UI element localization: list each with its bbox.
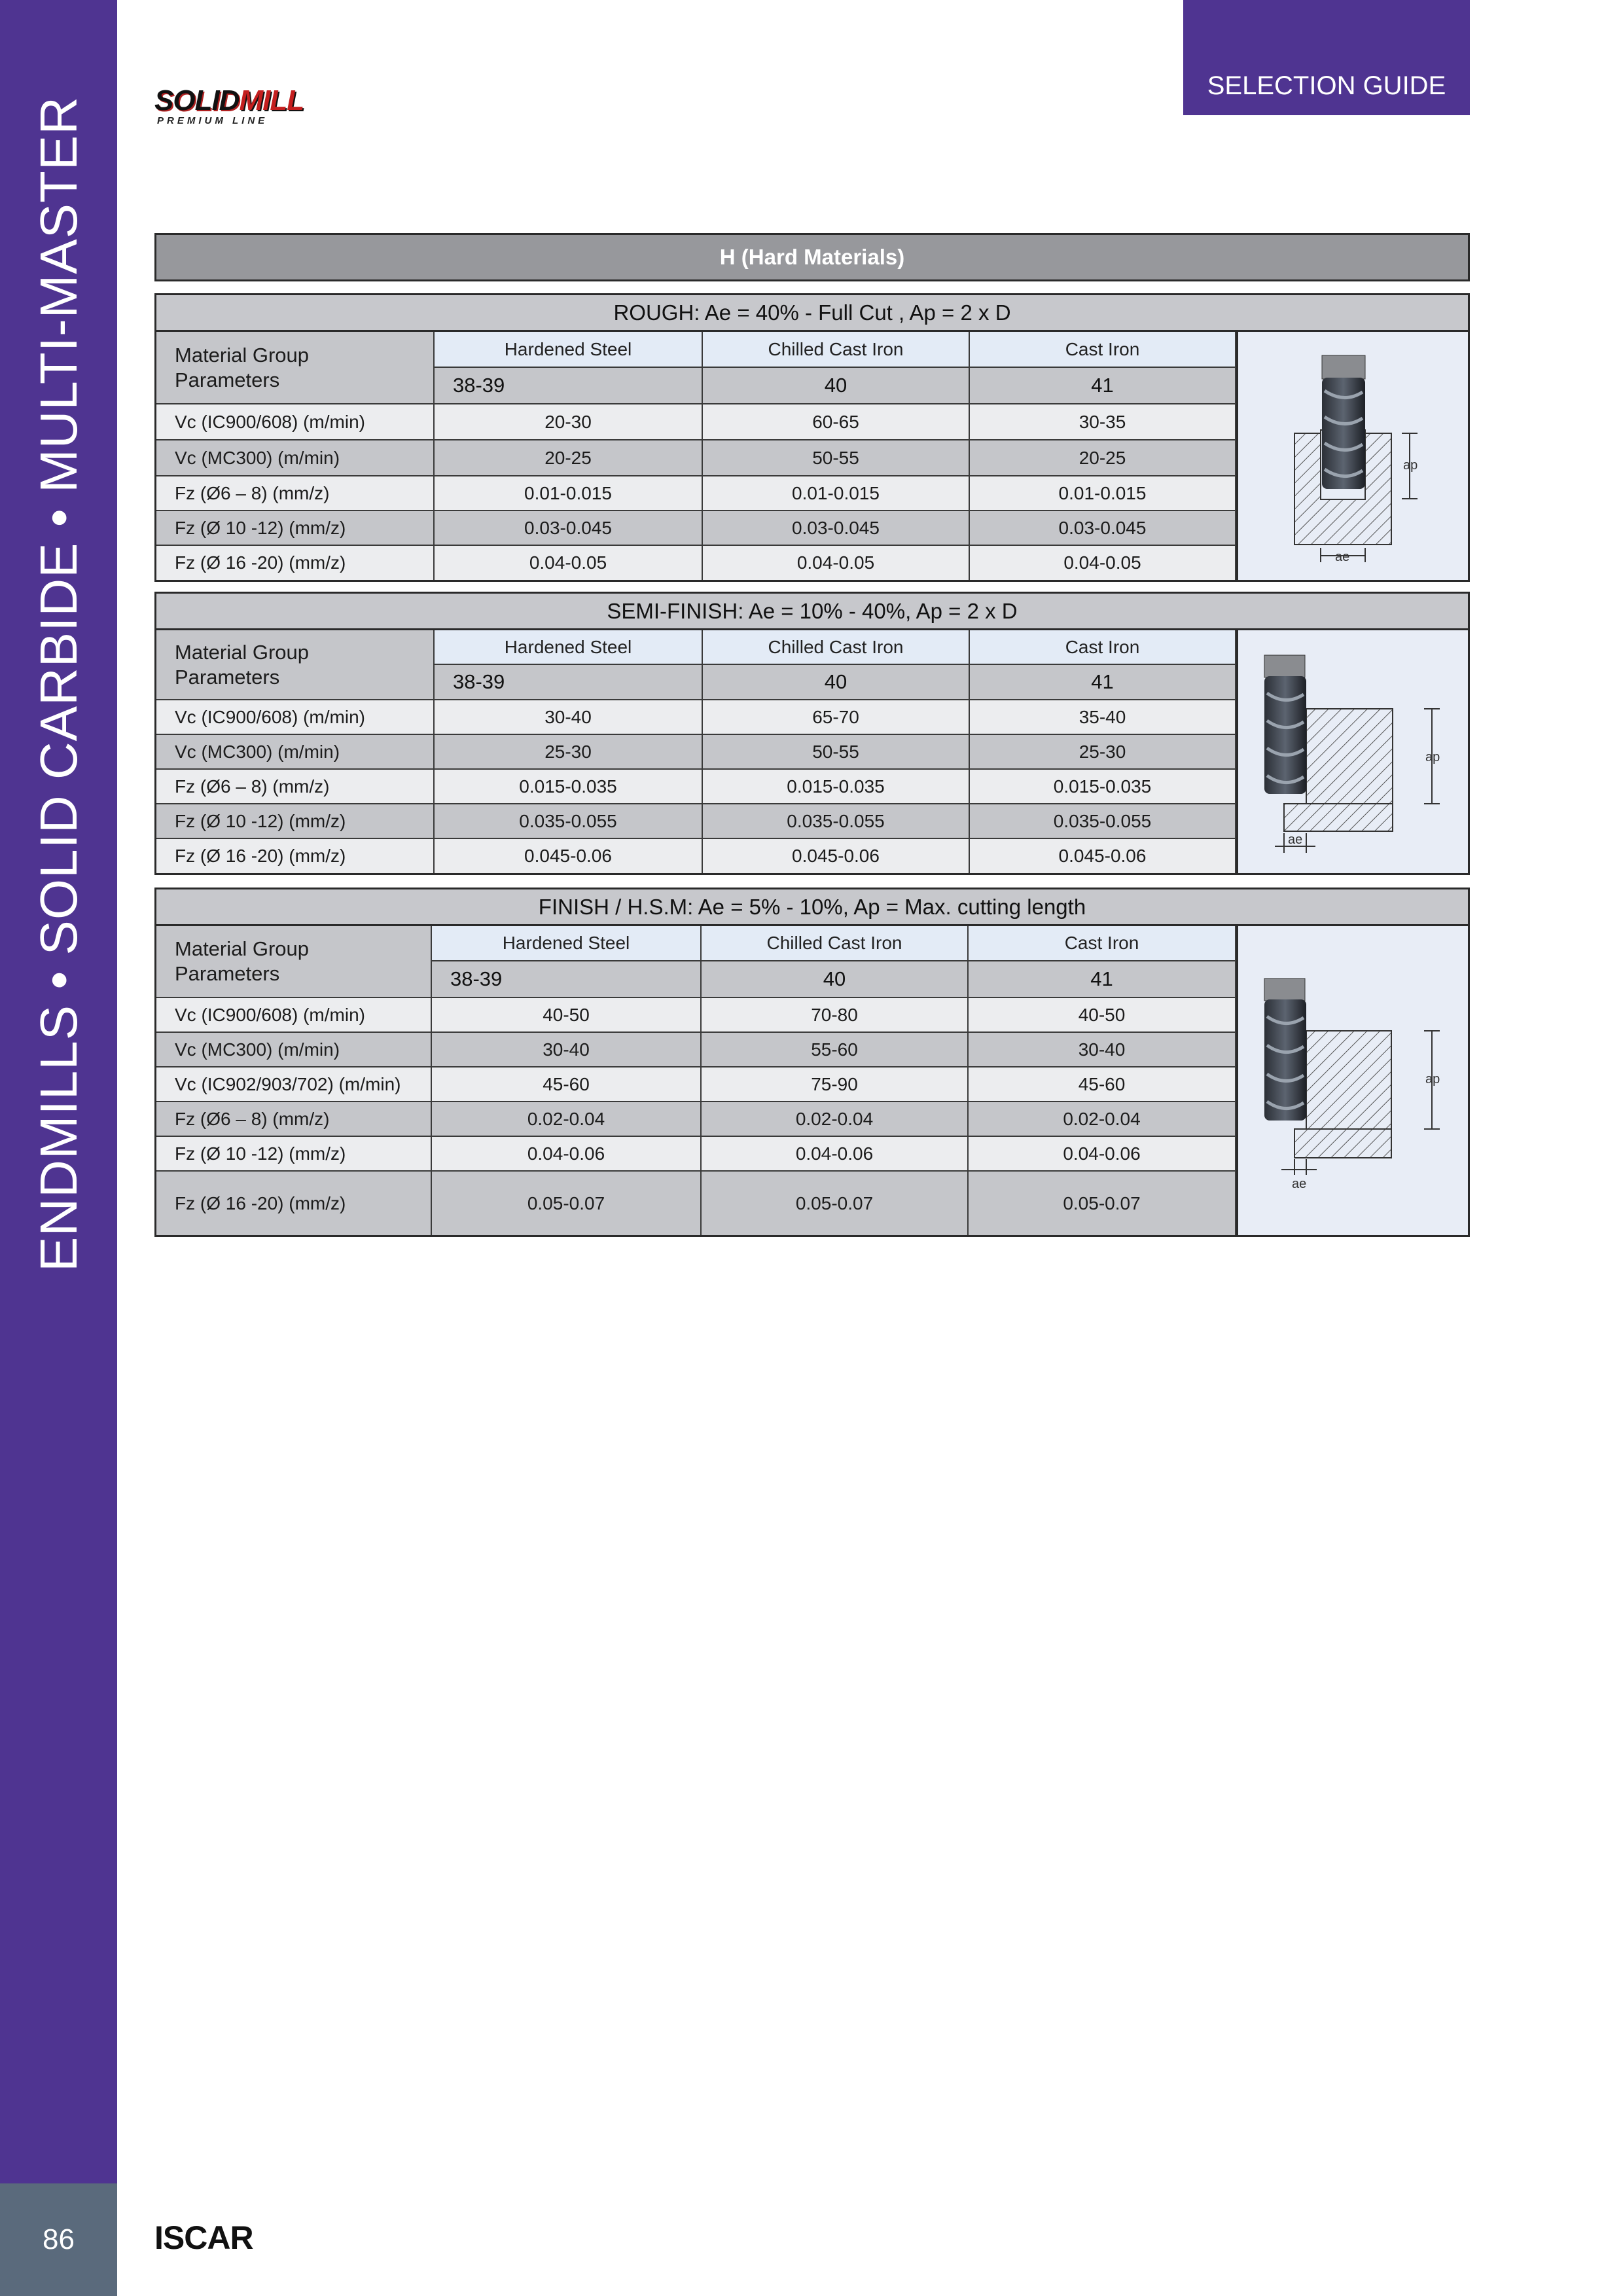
cutting-data-table (156, 926, 1236, 1235)
logo-mill: MILL (239, 84, 304, 117)
table-cell: 0.03-0.045 (969, 511, 1236, 545)
table-cell: 0.04-0.06 (431, 1136, 701, 1171)
param-label: Fz (Ø 16 -20) (mm/z) (156, 838, 434, 873)
material-name: Hardened Steel (434, 630, 702, 664)
table-cell: 55-60 (701, 1032, 968, 1067)
table-cell: 20-25 (434, 440, 702, 476)
param-label: Fz (Ø 16 -20) (mm/z) (156, 1171, 431, 1235)
material-name: Chilled Cast Iron (702, 630, 969, 664)
ae-label: ae (1292, 1177, 1307, 1191)
param-label: Fz (Ø 10 -12) (mm/z) (156, 1136, 431, 1171)
table-cell: 20-25 (969, 440, 1236, 476)
table-cell: 0.05-0.07 (968, 1171, 1236, 1235)
material-name: Chilled Cast Iron (701, 926, 968, 961)
param-label: Fz (Ø 10 -12) (mm/z) (156, 511, 434, 545)
table-cell: 70-80 (701, 997, 968, 1032)
table-cell: 0.01-0.015 (969, 476, 1236, 511)
table-cell: 0.02-0.04 (701, 1102, 968, 1136)
param-label: Vc (MC300) (m/min) (156, 440, 434, 476)
table-row (156, 700, 1236, 734)
ae-label: ae (1335, 550, 1350, 564)
section-title: FINISH / H.S.M: Ae = 5% - 10%, Ap = Max. cutting length (156, 889, 1468, 926)
table-cell: 0.04-0.05 (702, 545, 969, 580)
table-cell: 0.05-0.07 (431, 1171, 701, 1235)
material-group-number: 38-39 (431, 961, 701, 997)
table-row (156, 769, 1236, 804)
table-cell: 40-50 (431, 997, 701, 1032)
selection-guide-tab: SELECTION GUIDE (1183, 0, 1470, 115)
material-group-label: Material Group Parameters (156, 926, 431, 997)
table-row (156, 997, 1236, 1032)
logo-wordmark (154, 86, 304, 115)
rough-cut-illustration (1236, 332, 1468, 580)
ap-label: ap (1403, 458, 1418, 473)
endmill-diagram (1238, 630, 1471, 873)
ae-label: ae (1288, 833, 1303, 847)
table-cell: 40-50 (968, 997, 1236, 1032)
table-row (156, 1171, 1236, 1235)
logo-subtitle: PREMIUM LINE (157, 115, 268, 126)
endmill-diagram (1238, 926, 1471, 1235)
param-label: Fz (Ø 16 -20) (mm/z) (156, 545, 434, 580)
material-group-label: Material Group Parameters (156, 630, 434, 700)
table-cell: 0.02-0.04 (431, 1102, 701, 1136)
material-group-label: Material Group Parameters (156, 332, 434, 404)
table-cell: 50-55 (702, 734, 969, 769)
table-cell: 30-35 (969, 404, 1236, 440)
ap-label: ap (1425, 1072, 1440, 1086)
table-cell: 35-40 (969, 700, 1236, 734)
material-name: Cast Iron (968, 926, 1236, 961)
table-row (156, 476, 1236, 511)
table-row (156, 804, 1236, 838)
material-name: Cast Iron (969, 630, 1236, 664)
table-row (156, 734, 1236, 769)
param-label: Vc (IC900/608) (m/min) (156, 997, 431, 1032)
finish-illustration (1236, 926, 1468, 1235)
table-row (156, 404, 1236, 440)
table-cell: 0.04-0.06 (701, 1136, 968, 1171)
material-group-number: 40 (702, 664, 969, 700)
table-cell: 30-40 (431, 1032, 701, 1067)
table-row (156, 1136, 1236, 1171)
param-label: Vc (MC300) (m/min) (156, 734, 434, 769)
material-name: Hardened Steel (434, 332, 702, 367)
table-cell: 25-30 (434, 734, 702, 769)
table-row (156, 838, 1236, 873)
table-cell: 50-55 (702, 440, 969, 476)
table-cell: 0.015-0.035 (969, 769, 1236, 804)
table-cell: 0.035-0.055 (434, 804, 702, 838)
table-cell: 45-60 (968, 1067, 1236, 1102)
ap-label: ap (1425, 750, 1440, 764)
param-label: Fz (Ø6 – 8) (mm/z) (156, 769, 434, 804)
table-row (156, 545, 1236, 580)
param-label: Fz (Ø6 – 8) (mm/z) (156, 476, 434, 511)
table-cell: 65-70 (702, 700, 969, 734)
table-row (156, 511, 1236, 545)
param-label: Fz (Ø 10 -12) (mm/z) (156, 804, 434, 838)
table-cell: 0.035-0.055 (969, 804, 1236, 838)
table-row (156, 440, 1236, 476)
material-group-number: 40 (702, 367, 969, 404)
main-title: H (Hard Materials) (154, 233, 1470, 281)
section-finish (154, 888, 1470, 1237)
param-label: Vc (IC900/608) (m/min) (156, 700, 434, 734)
table-cell: 30-40 (434, 700, 702, 734)
param-label: Vc (IC900/608) (m/min) (156, 404, 434, 440)
sidebar-title: ENDMILLS • SOLID CARBIDE • MULTI-MASTER (29, 96, 88, 1272)
table-cell: 30-40 (968, 1032, 1236, 1067)
page-number: 86 (0, 2183, 117, 2296)
material-group-number: 38-39 (434, 367, 702, 404)
table-cell: 0.035-0.055 (702, 804, 969, 838)
param-label: Fz (Ø6 – 8) (mm/z) (156, 1102, 431, 1136)
param-label: Vc (MC300) (m/min) (156, 1032, 431, 1067)
cutting-data-table (156, 332, 1236, 580)
iscar-logo: ISCAR (154, 2219, 253, 2256)
table-cell: 0.015-0.035 (434, 769, 702, 804)
table-cell: 0.05-0.07 (701, 1171, 968, 1235)
section-title: ROUGH: Ae = 40% - Full Cut , Ap = 2 x D (156, 295, 1468, 332)
sidebar (0, 0, 117, 2183)
table-row (156, 1032, 1236, 1067)
table-cell: 25-30 (969, 734, 1236, 769)
cutting-data-table (156, 630, 1236, 873)
material-group-number: 41 (969, 367, 1236, 404)
table-row (156, 1102, 1236, 1136)
table-cell: 75-90 (701, 1067, 968, 1102)
endmill-diagram (1238, 332, 1471, 580)
table-row (156, 1067, 1236, 1102)
table-cell: 0.015-0.035 (702, 769, 969, 804)
material-group-number: 41 (969, 664, 1236, 700)
table-cell: 0.04-0.05 (434, 545, 702, 580)
table-cell: 0.01-0.015 (434, 476, 702, 511)
material-group-number: 40 (701, 961, 968, 997)
material-group-number: 38-39 (434, 664, 702, 700)
table-cell: 0.01-0.015 (702, 476, 969, 511)
table-cell: 0.03-0.045 (702, 511, 969, 545)
logo-solid: SOLID (154, 84, 240, 117)
material-name: Hardened Steel (431, 926, 701, 961)
table-cell: 0.045-0.06 (969, 838, 1236, 873)
table-cell: 0.04-0.06 (968, 1136, 1236, 1171)
section-title: SEMI-FINISH: Ae = 10% - 40%, Ap = 2 x D (156, 594, 1468, 630)
table-cell: 45-60 (431, 1067, 701, 1102)
table-cell: 0.045-0.06 (702, 838, 969, 873)
table-cell: 0.03-0.045 (434, 511, 702, 545)
material-name: Cast Iron (969, 332, 1236, 367)
table-cell: 20-30 (434, 404, 702, 440)
material-group-number: 41 (968, 961, 1236, 997)
table-cell: 0.045-0.06 (434, 838, 702, 873)
table-cell: 60-65 (702, 404, 969, 440)
semi-finish-illustration (1236, 630, 1468, 873)
section-semi-finish (154, 592, 1470, 875)
table-cell: 0.02-0.04 (968, 1102, 1236, 1136)
param-label: Vc (IC902/903/702) (m/min) (156, 1067, 431, 1102)
section-rough (154, 293, 1470, 582)
table-cell: 0.04-0.05 (969, 545, 1236, 580)
solidmill-logo (154, 86, 304, 126)
material-name: Chilled Cast Iron (702, 332, 969, 367)
